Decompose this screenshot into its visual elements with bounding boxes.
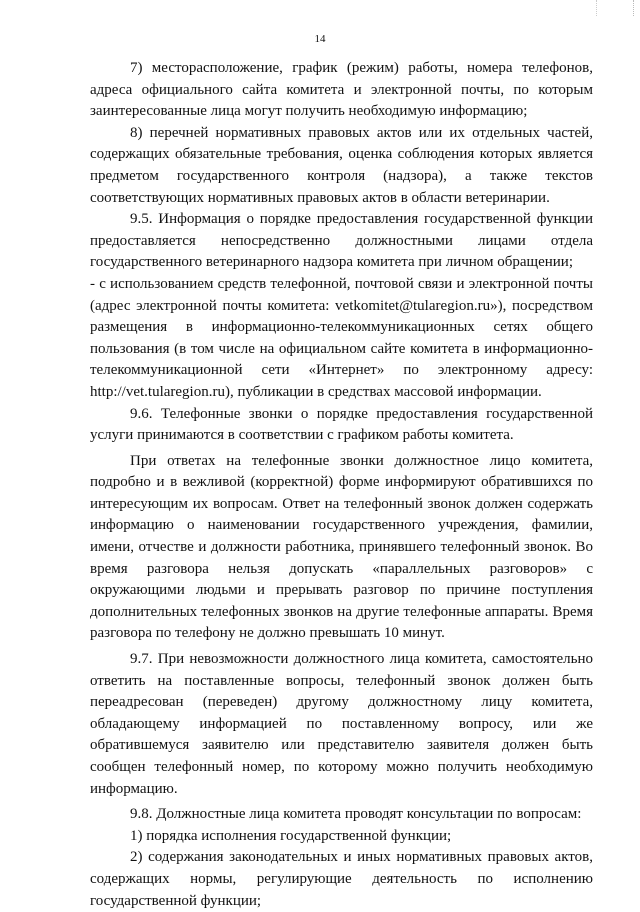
paragraph-9-7: 9.7. При невозможности должностного лица комитета, самостоятельно ответить на поставленные вопросы, телефонный звонок должен быть переадресован (переведен) другому должностному лицу комитета, обладающему информацией по поставленному вопросу, или же обратившемуся заявителю или представителю заявителя должен быть сообщен телефонный номер, по которому можно получить необходимую информацию. — [90, 651, 593, 797]
scan-artifact — [596, 0, 634, 16]
paragraph-9-6: 9.6. Телефонные звонки о порядке предоставления государственной услуги принимаются в соответствии с графиком работы комитета. — [90, 405, 593, 444]
paragraph-9-8: 9.8. Должностные лица комитета проводят консультации по вопросам: — [130, 806, 582, 823]
paragraph-9-8-item-1: 1) порядка исполнения государственной функции; — [130, 827, 452, 844]
document-body — [90, 58, 593, 912]
paragraph-9-5-contacts: - с использованием средств телефонной, почтовой связи и электронной почты (адрес электронной почты комитета: vetkomitet@tularegion.ru»), посредством размещения в информационно-телекоммуникационных сетях общего пользования (в том числе на официальном сайте комитета в информационно-телекоммуникационной сети «Интернет» по электронному адресу: http://vet.tularegion.ru), публикации в средствах массовой информации. — [90, 275, 593, 400]
paragraph-9-8-item-2: 2) содержания законодательных и иных нормативных правовых актов, содержащих нормы, регулирующие деятельность по исполнению государственной функции; — [90, 849, 593, 909]
paragraph-9-5: 9.5. Информация о порядке предоставления государственной функции предоставляется непосредственно должностными лицами отдела государственного ветеринарного надзора комитета при личном обращении; — [90, 211, 593, 271]
page-number: 14 — [314, 33, 326, 45]
paragraph-item-8: 8) перечней нормативных правовых актов или их отдельных частей, содержащих обязательные требования, оценка соблюдения которых является предметом государственного контроля (надзора), а также текстов соответствующих нормативных правовых актов в области ветеринарии. — [90, 124, 593, 206]
paragraph-phone-answers: При ответах на телефонные звонки должностное лицо комитета, подробно и в вежливой (корректной) форме информируют обратившихся по интересующим их вопросам. Ответ на телефонный звонок должен содержать информацию о наименовании государственного учреждения, фамилии, имени, отчестве и должности работника, принявшего телефонный звонок. Во время разговора нельзя допускать «параллельных разговоров» с окружающими людьми и прерывать разговор по причине поступления дополнительных телефонных звонков на другие телефонные аппараты. Время разговора по телефону не должно превышать 10 минут. — [90, 452, 593, 642]
paragraph-item-7: 7) месторасположение, график (режим) работы, номера телефонов, адреса официального сайта комитета и электронной почты, по которым заинтересованные лица могут получить необходимую информацию; — [90, 60, 593, 120]
